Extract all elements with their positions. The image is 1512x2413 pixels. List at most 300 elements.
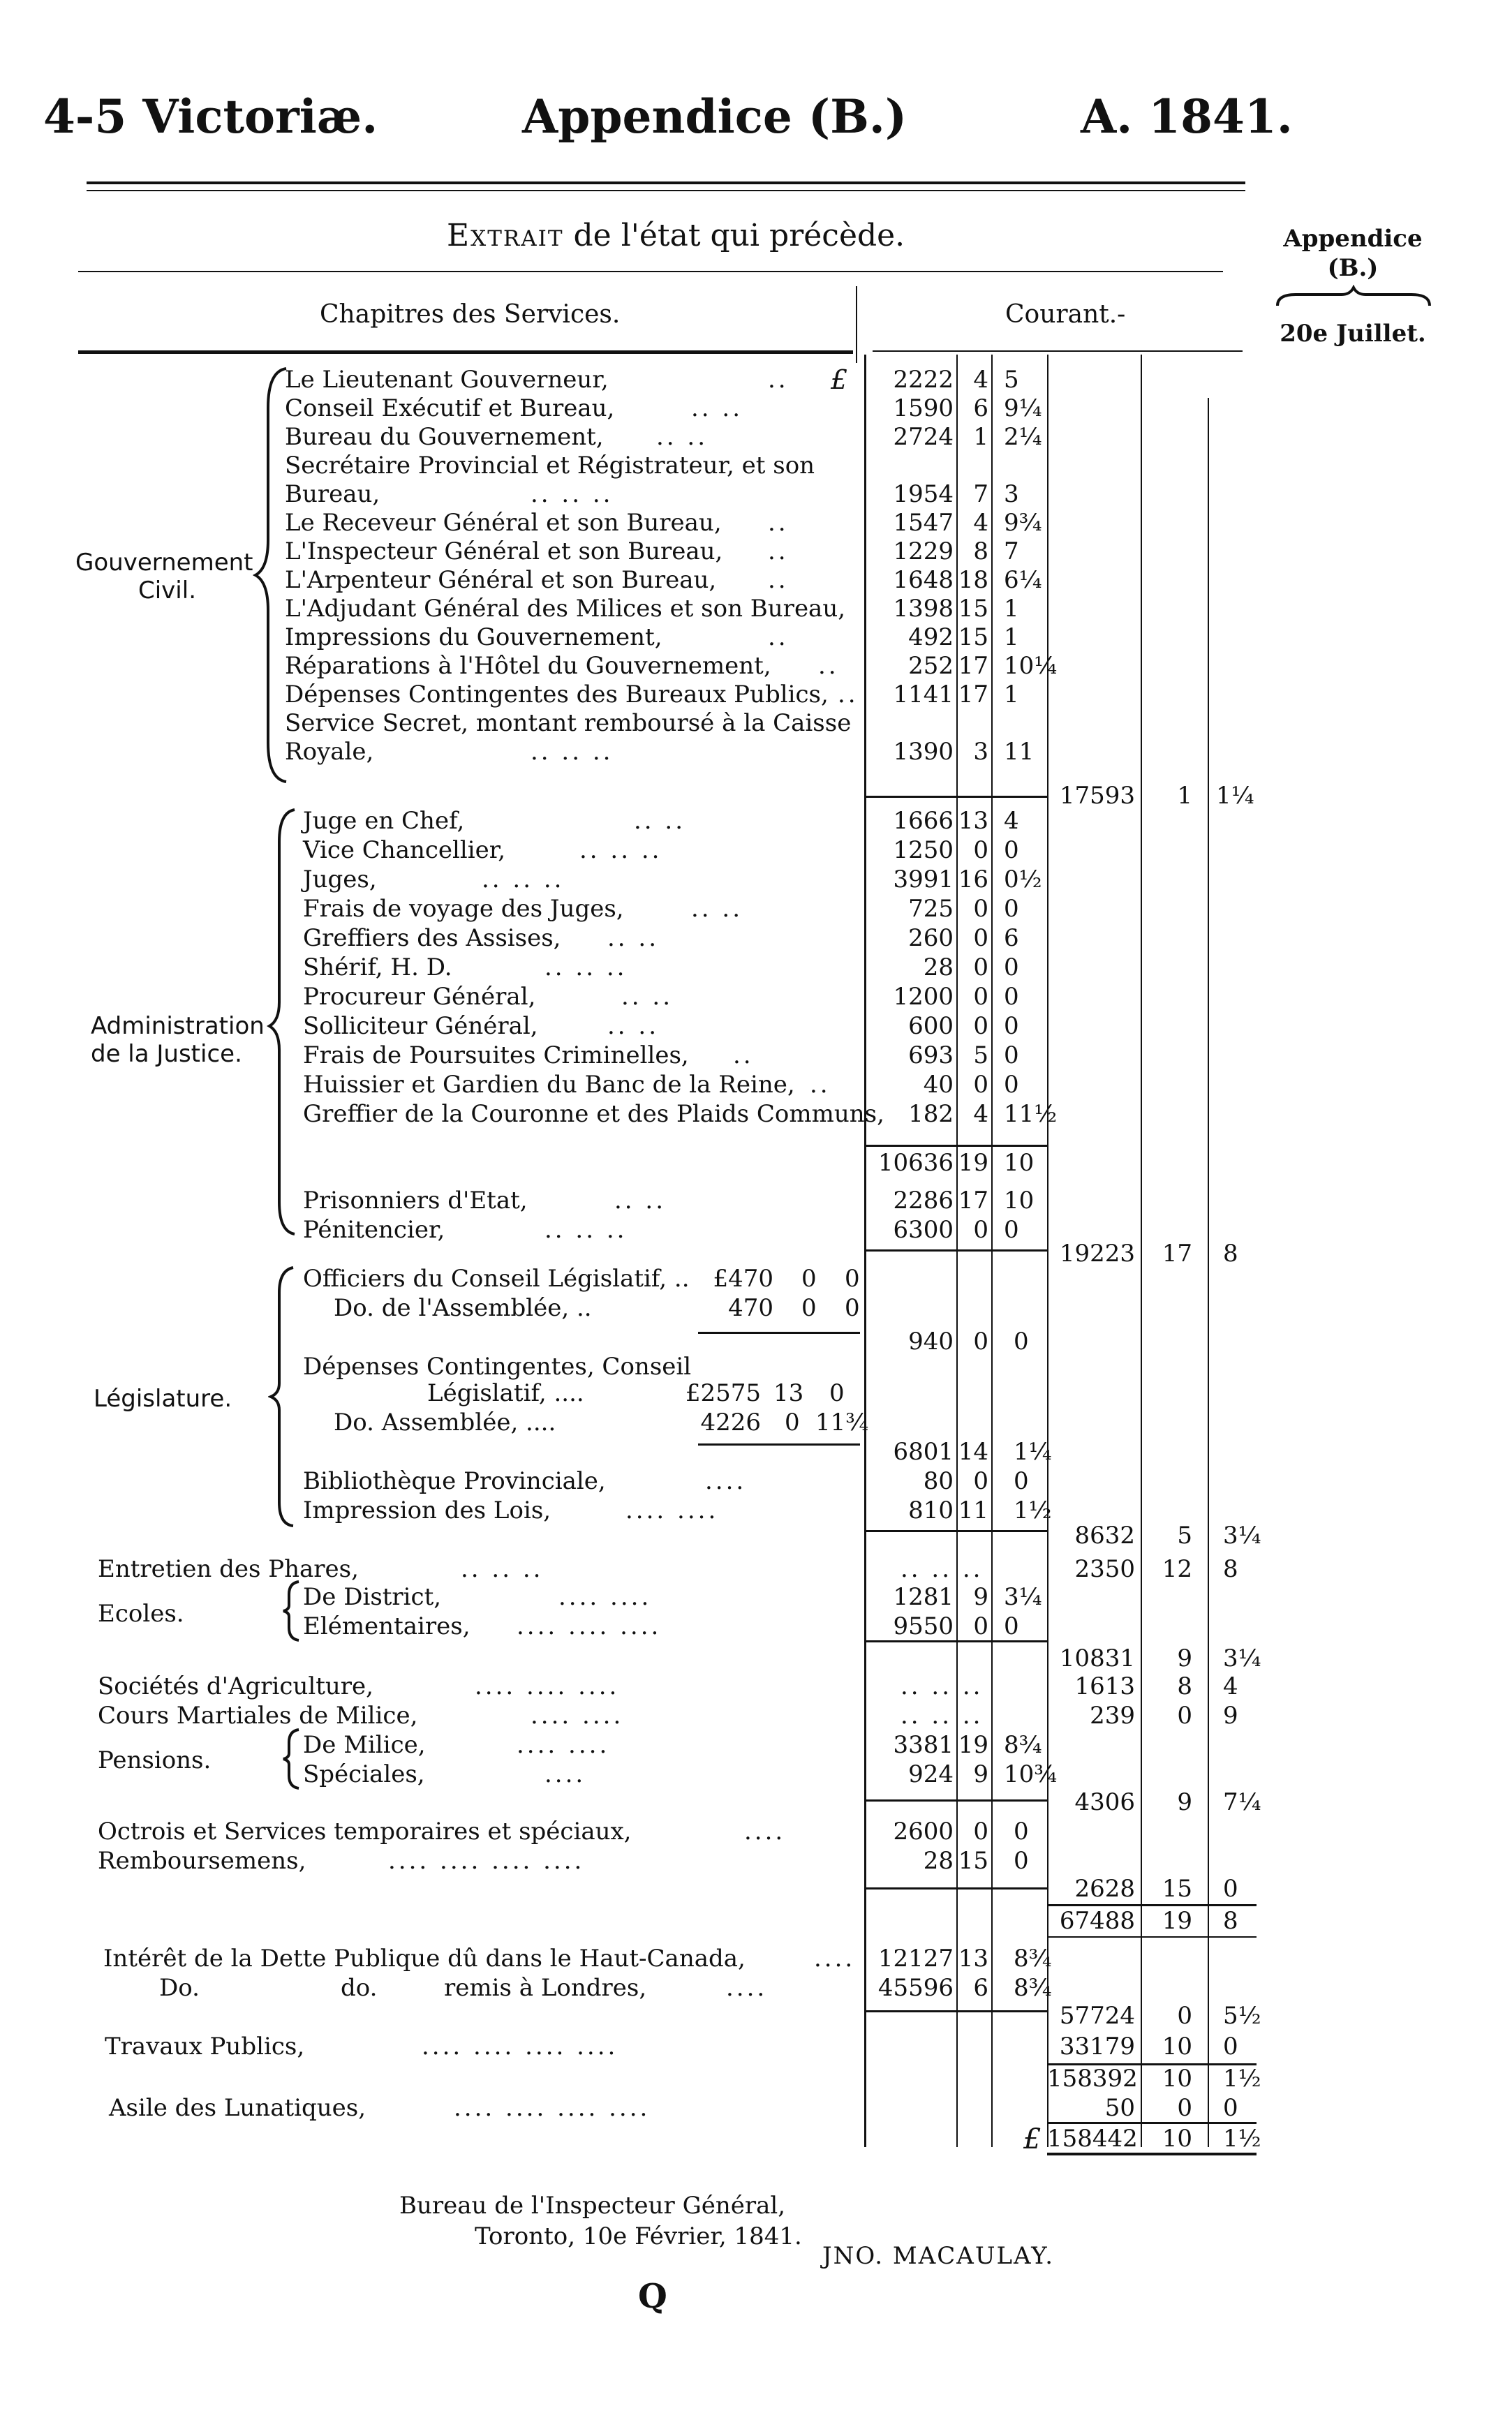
travaux-d: 10: [1162, 2033, 1192, 2061]
gouv-items-farthings: 9¾: [1004, 509, 1042, 537]
gouv-items-pence: 4: [973, 509, 988, 537]
header-rule-top: [87, 181, 1245, 184]
legis-dep1: Dépenses Contingentes, Conseil: [303, 1353, 692, 1381]
legis-off-rule: [698, 1332, 860, 1334]
octrois-total-d: 15: [1162, 1875, 1192, 1903]
admin-items-pence: 0: [973, 924, 988, 952]
phares-d: 12: [1162, 1555, 1192, 1583]
legis-imp-p: 1½: [1014, 1497, 1052, 1524]
legis-dep-sum-d: 14: [958, 1438, 988, 1466]
gouv-items-label: L'Adjudant Général des Milices et son Bureau,: [285, 595, 846, 623]
admin-items2-lead: .. ..: [614, 1187, 667, 1215]
admin-items-farthings: 0: [1004, 1071, 1019, 1099]
rembours-label: Remboursemens,: [98, 1847, 306, 1875]
phares-cdots: .. .. ..: [900, 1555, 984, 1583]
ecoles-total-d: 9: [1177, 1644, 1192, 1672]
grand1-p: 8: [1223, 1907, 1238, 1935]
gouv-items-lead: .. .. ..: [531, 480, 614, 508]
admin-items-lead: ..: [733, 1041, 754, 1069]
admin-sub-s: 10636: [877, 1149, 954, 1177]
pensions-items-farthings: 8¾: [1004, 1731, 1042, 1759]
cours-p: 9: [1223, 1702, 1238, 1730]
interet2-lead: ....: [726, 1974, 768, 2002]
header-right: A. 1841.: [1081, 89, 1293, 144]
admin-rule: [866, 1249, 1047, 1252]
sum2-p: 1½: [1223, 2065, 1261, 2093]
gouv-total-s: 17593: [1059, 782, 1135, 810]
brace-ecoles: [281, 1579, 302, 1643]
pensions-items-farthings: 10¾: [1004, 1760, 1058, 1788]
gouv-items-farthings: 1: [1004, 623, 1019, 651]
final-p: 1½: [1223, 2125, 1261, 2153]
admin-items-shillings: 28: [923, 953, 954, 981]
admin-items-shillings: 693: [908, 1041, 954, 1069]
admin-items-pence: 13: [958, 807, 988, 835]
gouv-items-label: Impressions du Gouvernement,: [285, 623, 662, 651]
gouv-items-lead: ..: [768, 509, 789, 537]
admin-items2-farthings: 10: [1004, 1187, 1035, 1215]
octrois-total-p: 0: [1223, 1875, 1238, 1903]
admin-items-pence: 4: [973, 1100, 988, 1128]
admin-items-lead: .. ..: [607, 1012, 660, 1040]
admin-items-label: Juge en Chef,: [303, 807, 465, 835]
octrois-lead: ....: [744, 1818, 786, 1846]
group-admin-2: de la Justice.: [91, 1040, 242, 1068]
ecoles-items-farthings: 3¼: [1004, 1583, 1042, 1611]
ecoles-total-s: 10831: [1059, 1644, 1135, 1672]
gouv-items-label: L'Inspecteur Général et son Bureau,: [285, 537, 723, 565]
rembours-s: 28: [923, 1847, 954, 1875]
pensions-total-p: 7¼: [1223, 1788, 1261, 1816]
travaux-p: 0: [1223, 2033, 1238, 2061]
gouv-items-lead: ..: [768, 366, 789, 394]
asile-s: 50: [1104, 2094, 1135, 2122]
legis-off1-label: Officiers du Conseil Législatif, ..: [303, 1265, 690, 1293]
footer-sig-mark: Q: [638, 2277, 667, 2316]
gouv-items-label: Réparations à l'Hôtel du Gouvernement,: [285, 652, 771, 680]
admin-items-shillings: 1250: [893, 836, 954, 864]
brace-legis: [268, 1265, 296, 1529]
gouv-items-pence: 6: [973, 394, 988, 422]
societes-s: 1613: [1074, 1672, 1135, 1700]
brace-gouv: [253, 366, 289, 785]
gouv-pound: £: [831, 364, 848, 395]
gouv-items-farthings: 6¼: [1004, 566, 1042, 594]
rembours-lead: .... .... .... ....: [388, 1847, 585, 1875]
ecoles-items-pence: 9: [973, 1583, 988, 1611]
asile-p: 0: [1223, 2094, 1238, 2122]
admin-items2-pence: 17: [958, 1187, 988, 1215]
interet1-lead: ....: [814, 1945, 856, 1973]
gouv-total-d: 1: [1177, 782, 1192, 810]
asile-label: Asile des Lunatiques,: [109, 2094, 366, 2122]
gouv-items-pence: 1: [973, 423, 988, 451]
interet2-label2: do.: [341, 1974, 378, 2002]
interet1-s: 12127: [877, 1945, 954, 1973]
societes-d: 8: [1177, 1672, 1192, 1700]
gouv-items-shillings: 1141: [893, 681, 954, 708]
interet-total-s: 57724: [1059, 2002, 1135, 2030]
interet-total-p: 5½: [1223, 2002, 1261, 2030]
octrois-label: Octrois et Services temporaires et spéciaux,: [98, 1818, 632, 1846]
gouv-items-label: Conseil Exécutif et Bureau,: [285, 394, 615, 422]
interet2-label3: remis à Londres,: [444, 1974, 647, 2002]
gouv-items-farthings: 11: [1004, 738, 1035, 766]
legis-off1-d: 0: [801, 1265, 817, 1293]
legis-dep2-s: £2575: [685, 1379, 761, 1407]
admin-items-label: Juges,: [303, 866, 377, 893]
admin-items-lead: .. ..: [691, 895, 743, 923]
admin-items2-lead: .. .. ..: [544, 1216, 628, 1244]
interet-total-d: 0: [1177, 2002, 1192, 2030]
gouv-items-pence: 8: [973, 537, 988, 565]
legis-bib-label: Bibliothèque Provinciale,: [303, 1467, 606, 1495]
gouv-items-label: Bureau,: [285, 480, 380, 508]
admin-items-label: Shérif, H. D.: [303, 953, 452, 981]
sum2-s: 158392: [1047, 2065, 1138, 2093]
header-left: 4-5 Victoriæ.: [43, 89, 378, 144]
admin-items-lead: .. ..: [607, 924, 660, 952]
legis-imp-d: 11: [958, 1497, 988, 1524]
interet1-p: 8¾: [1014, 1945, 1052, 1973]
gouv-items-lead: ..: [768, 537, 789, 565]
admin-items2-pence: 0: [973, 1216, 988, 1244]
gouv-items-lead: ..: [818, 652, 839, 680]
admin-items-farthings: 0: [1004, 836, 1019, 864]
admin-items-shillings: 725: [908, 895, 954, 923]
group-gouv-1: Gouvernement: [75, 549, 253, 577]
gouv-rule: [866, 796, 1047, 798]
cours-cdots: .. .. ..: [900, 1702, 984, 1730]
admin-items-label: Greffier de la Couronne et des Plaids Communs,: [303, 1100, 884, 1128]
pensions-items-label: Spéciales,: [303, 1760, 425, 1788]
gouv-items-farthings: 9¼: [1004, 394, 1042, 422]
admin-items-label: Vice Chancellier,: [303, 836, 506, 864]
legis-off1-s: £470: [713, 1265, 773, 1293]
legis-off-sum-d: 0: [973, 1328, 988, 1356]
admin-items-label: Solliciteur Général,: [303, 1012, 538, 1040]
gouv-items-shillings: 1954: [893, 480, 954, 508]
admin-items-farthings: 0½: [1004, 866, 1042, 893]
gouv-items-label: L'Arpenteur Général et son Bureau,: [285, 566, 717, 594]
gouv-items-pence: 15: [958, 595, 988, 623]
pensions-items-label: De Milice,: [303, 1731, 426, 1759]
gouv-items-lead: ..: [768, 623, 789, 651]
gouv-items-pence: 18: [958, 566, 988, 594]
legis-off1-p: 0: [845, 1265, 860, 1293]
interet2-s: 45596: [877, 1974, 954, 2002]
admin-sub-d: 19: [958, 1149, 988, 1177]
octrois-total-s: 2628: [1074, 1875, 1135, 1903]
gouv-items-farthings: 1: [1004, 681, 1019, 708]
gouv-items-shillings: 492: [908, 623, 954, 651]
group-pensions: Pensions.: [98, 1746, 212, 1774]
pensions-total-d: 9: [1177, 1788, 1192, 1816]
legis-bib-p: 0: [1014, 1467, 1029, 1495]
interet2-p: 8¾: [1014, 1974, 1052, 2002]
gouv-items-shillings: 1229: [893, 537, 954, 565]
gouv-items-label: Le Lieutenant Gouverneur,: [285, 366, 609, 394]
title-extrait: Extrait: [447, 218, 564, 253]
admin-items-farthings: 0: [1004, 1041, 1019, 1069]
rembours-p: 0: [1014, 1847, 1029, 1875]
final-pound: £: [1023, 2123, 1042, 2155]
rembours-d: 15: [958, 1847, 988, 1875]
gouv-items-pence: 7: [973, 480, 988, 508]
footer-line1: Bureau de l'Inspecteur Général,: [399, 2192, 786, 2220]
gouv-items-pence: 17: [958, 652, 988, 680]
cours-lead: .... ....: [531, 1702, 624, 1730]
interet-rule: [866, 2010, 1047, 2012]
ecoles-items-farthings: 0: [1004, 1612, 1019, 1640]
admin-subrule: [866, 1145, 1047, 1147]
gouv-items-shillings: 1590: [893, 394, 954, 422]
footer-sign: JNO. MACAULAY.: [822, 2242, 1055, 2270]
pensions-items-pence: 19: [958, 1731, 988, 1759]
legis-dep-rule: [698, 1443, 860, 1446]
asile-lead: .... .... .... ....: [454, 2094, 651, 2122]
gouv-items-lead: .. ..: [656, 423, 709, 451]
pensions-items-shillings: 924: [908, 1760, 954, 1788]
sum2-d: 10: [1162, 2065, 1192, 2093]
gouv-items-shillings: 1398: [893, 595, 954, 623]
interet1-label: Intérêt de la Dette Publique dû dans le Haut-Canada,: [103, 1945, 746, 1973]
ecoles-items-lead: .... .... ....: [517, 1612, 662, 1640]
gouv-items-pence: 3: [973, 738, 988, 766]
final-rule: [1047, 2122, 1257, 2124]
group-legis: Législature.: [94, 1385, 232, 1413]
gouv-items-label: Service Secret, montant remboursé à la Caisse: [285, 709, 852, 737]
admin-items-shillings: 40: [923, 1071, 954, 1099]
legis-dep2-label: Législatif, ....: [427, 1379, 584, 1407]
octrois-d: 0: [973, 1818, 988, 1846]
legis-dep-sum-s: 6801: [893, 1438, 954, 1466]
admin-items2-shillings: 6300: [893, 1216, 954, 1244]
final-rule2: [1047, 2153, 1257, 2155]
admin-items-lead: .. ..: [634, 807, 686, 835]
admin-items-label: Frais de voyage des Juges,: [303, 895, 624, 923]
admin-items-shillings: 260: [908, 924, 954, 952]
legis-dep3-s: 4226: [700, 1409, 761, 1436]
legis-off2-label: Do. de l'Assemblée, ..: [334, 1294, 592, 1322]
brace-admin: [267, 807, 297, 1237]
gouv-items-farthings: 3: [1004, 480, 1019, 508]
gouv-items-pence: 15: [958, 623, 988, 651]
header-rule-right: [873, 350, 1243, 352]
admin-total-s: 19223: [1059, 1240, 1135, 1268]
interet1-d: 13: [958, 1945, 988, 1973]
admin-items-shillings: 600: [908, 1012, 954, 1040]
grand1-s: 67488: [1059, 1907, 1135, 1935]
brace-pensions: [281, 1727, 302, 1791]
phares-s: 2350: [1074, 1555, 1135, 1583]
admin-items-pence: 5: [973, 1041, 988, 1069]
gouv-items-lead: .. .. ..: [531, 738, 614, 766]
header-rule-bottom: [87, 190, 1245, 191]
final-s: 158442: [1047, 2125, 1138, 2153]
societes-lead: .... .... ....: [475, 1672, 620, 1700]
group-gouv-2: Civil.: [138, 577, 197, 604]
admin-items-lead: .. .. ..: [482, 866, 565, 893]
gouv-items-farthings: 5: [1004, 366, 1019, 394]
admin-items-lead: .. .. ..: [579, 836, 662, 864]
travaux-lead: .... .... .... ....: [422, 2033, 618, 2061]
legis-imp-label: Impression des Lois,: [303, 1497, 551, 1524]
admin-items-pence: 0: [973, 895, 988, 923]
title-rule: [78, 271, 1223, 272]
legis-total-s: 8632: [1074, 1522, 1135, 1550]
legis-off2-d: 0: [801, 1294, 817, 1322]
gouv-items-label: Le Receveur Général et son Bureau,: [285, 509, 722, 537]
gouv-items-shillings: 2724: [893, 423, 954, 451]
header-vline: [856, 286, 857, 363]
ecoles-items-shillings: 1281: [893, 1583, 954, 1611]
admin-items-farthings: 0: [1004, 983, 1019, 1011]
admin-items-farthings: 4: [1004, 807, 1019, 835]
admin-items-shillings: 3991: [893, 866, 954, 893]
pensions-rule: [866, 1799, 1047, 1802]
pensions-items-pence: 9: [973, 1760, 988, 1788]
legis-bib-d: 0: [973, 1467, 988, 1495]
asile-d: 0: [1177, 2094, 1192, 2122]
admin-sub-p: 10: [1004, 1149, 1035, 1177]
admin-items2-farthings: 0: [1004, 1216, 1019, 1244]
admin-items-label: Procureur Général,: [303, 983, 536, 1011]
group-admin-1: Administration: [91, 1012, 265, 1040]
title-rest: de l'état qui précède.: [573, 218, 905, 253]
grand1-rule: [1047, 1904, 1257, 1906]
ecoles-total-p: 3¼: [1223, 1644, 1261, 1672]
admin-items-shillings: 1200: [893, 983, 954, 1011]
vline-t2: [1208, 398, 1209, 2147]
grand1-rule2: [1047, 1936, 1257, 1938]
admin-items-farthings: 0: [1004, 895, 1019, 923]
legis-dep-sum-p: 1¼: [1014, 1438, 1052, 1466]
grand1-d: 19: [1162, 1907, 1192, 1935]
legis-total-p: 3¼: [1223, 1522, 1261, 1550]
interet2-label1: Do.: [159, 1974, 200, 2002]
legis-dep3-label: Do. Assemblée, ....: [334, 1409, 556, 1436]
phares-lead: .. .. ..: [461, 1555, 544, 1583]
admin-items-farthings: 0: [1004, 953, 1019, 981]
gouv-items-shillings: 1547: [893, 509, 954, 537]
cours-d: 0: [1177, 1702, 1192, 1730]
legis-imp-s: 810: [908, 1497, 954, 1524]
legis-off-sum-s: 940: [908, 1328, 954, 1356]
gouv-items-label: Royale,: [285, 738, 374, 766]
admin-items-label: Greffiers des Assises,: [303, 924, 561, 952]
gouv-items-shillings: 252: [908, 652, 954, 680]
gouv-items-lead: ..: [838, 681, 859, 708]
admin-items-farthings: 11½: [1004, 1100, 1058, 1128]
gouv-items-farthings: 1: [1004, 595, 1019, 623]
cours-s: 239: [1090, 1702, 1135, 1730]
legis-imp-lead: .... ....: [625, 1497, 719, 1524]
admin-items-label: Huissier et Gardien du Banc de la Reine,: [303, 1071, 795, 1099]
margin-appendice: Appendice: [1283, 225, 1423, 253]
header-rule: [78, 350, 853, 354]
admin-items-lead: ..: [810, 1071, 831, 1099]
cours-label: Cours Martiales de Milice,: [98, 1702, 418, 1730]
header-courant: Courant.-: [1005, 300, 1126, 329]
legis-off2-p: 0: [845, 1294, 860, 1322]
pensions-items-lead: .... ....: [517, 1731, 610, 1759]
admin-items-label: Frais de Poursuites Criminelles,: [303, 1041, 689, 1069]
admin-items-pence: 0: [973, 953, 988, 981]
gouv-items-lead: .. ..: [691, 394, 743, 422]
octrois-s: 2600: [893, 1818, 954, 1846]
margin-date: 20e Juillet.: [1280, 320, 1426, 348]
gouv-items-lead: ..: [768, 566, 789, 594]
legis-dep2-d: 13: [773, 1379, 804, 1407]
admin-items-shillings: 1666: [893, 807, 954, 835]
gouv-items-shillings: 2222: [893, 366, 954, 394]
admin-total-p: 8: [1223, 1240, 1238, 1268]
societes-cdots: .. .. ..: [900, 1672, 984, 1700]
gouv-items-shillings: 1648: [893, 566, 954, 594]
travaux-s: 33179: [1059, 2033, 1135, 2061]
header-center: Appendice (B.): [522, 89, 907, 144]
pensions-items-lead: ....: [544, 1760, 586, 1788]
admin-items-pence: 0: [973, 1071, 988, 1099]
octrois-rule: [866, 1887, 1047, 1889]
admin-total-d: 17: [1162, 1240, 1192, 1268]
legis-bib-lead: ....: [705, 1467, 747, 1495]
admin-items2-label: Prisonniers d'Etat,: [303, 1187, 528, 1215]
societes-label: Sociétés d'Agriculture,: [98, 1672, 373, 1700]
travaux-label: Travaux Publics,: [105, 2033, 305, 2061]
margin-brace: [1275, 285, 1432, 310]
ecoles-items-pence: 0: [973, 1612, 988, 1640]
admin-items-lead: .. ..: [621, 983, 674, 1011]
gouv-items-shillings: 1390: [893, 738, 954, 766]
societes-p: 4: [1223, 1672, 1238, 1700]
page-title: [447, 218, 905, 253]
legis-off2-s: 470: [728, 1294, 773, 1322]
ecoles-items-label: Elémentaires,: [303, 1612, 470, 1640]
admin-items-farthings: 0: [1004, 1012, 1019, 1040]
admin-items-lead: .. .. ..: [544, 953, 628, 981]
admin-items-pence: 16: [958, 866, 988, 893]
admin-items2-shillings: 2286: [893, 1187, 954, 1215]
legis-dep3-d: 0: [785, 1409, 800, 1436]
legis-bib-s: 80: [923, 1467, 954, 1495]
ecoles-items-lead: .... ....: [558, 1583, 652, 1611]
ecoles-items-label: De District,: [303, 1583, 442, 1611]
admin-items-pence: 0: [973, 836, 988, 864]
group-ecoles: Ecoles.: [98, 1600, 184, 1628]
pensions-total-s: 4306: [1074, 1788, 1135, 1816]
legis-dep2-p: 0: [829, 1379, 845, 1407]
admin-items2-label: Pénitencier,: [303, 1216, 445, 1244]
legis-dep3-p: 11¾: [815, 1409, 869, 1436]
admin-items-shillings: 182: [908, 1100, 954, 1128]
octrois-p: 0: [1014, 1818, 1029, 1846]
gouv-total-p: 1¼: [1216, 782, 1254, 810]
gouv-items-label: Secrétaire Provincial et Régistrateur, et son: [285, 452, 815, 480]
legis-total-d: 5: [1177, 1522, 1192, 1550]
final-d: 10: [1162, 2125, 1192, 2153]
phares-p: 8: [1223, 1555, 1238, 1583]
interet2-d: 6: [973, 1974, 988, 2002]
phares-label: Entretien des Phares,: [98, 1555, 359, 1583]
admin-items-pence: 0: [973, 983, 988, 1011]
gouv-items-pence: 4: [973, 366, 988, 394]
admin-items-farthings: 6: [1004, 924, 1019, 952]
gouv-items-label: Bureau du Gouvernement,: [285, 423, 604, 451]
pensions-items-shillings: 3381: [893, 1731, 954, 1759]
header-chapitres: Chapitres des Services.: [320, 300, 621, 329]
